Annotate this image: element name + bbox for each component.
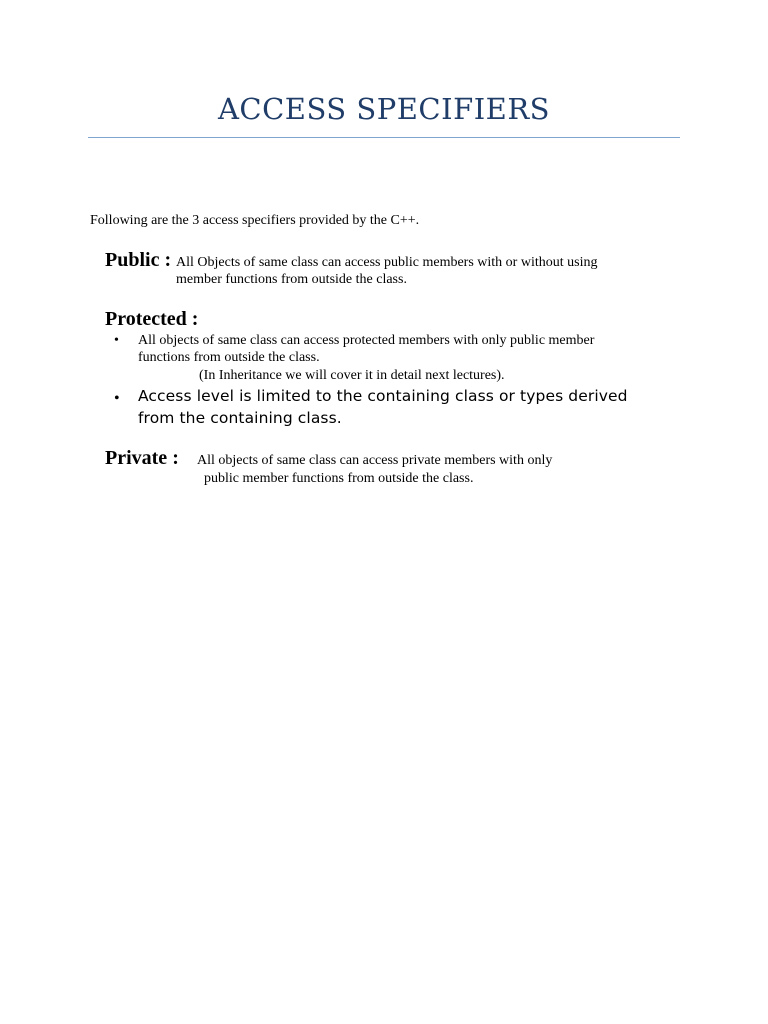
private-description-line-2: public member functions from outside the class. [204, 471, 474, 486]
private-description-line-1: All objects of same class can access private members with only [197, 453, 553, 468]
public-heading: Public : [105, 249, 172, 271]
public-description-line-2: member functions from outside the class. [176, 272, 407, 287]
protected-bullet-2-line-2: from the containing class. [138, 409, 342, 427]
public-description-line-1: All Objects of same class can access public members with or without using [176, 255, 598, 270]
bullet-icon: • [114, 333, 119, 348]
protected-heading: Protected : [105, 308, 199, 330]
protected-bullet-1-line-3: (In Inheritance we will cover it in detail next lectures). [199, 368, 505, 383]
bullet-icon: • [114, 390, 120, 407]
document-title: ACCESS SPECIFIERS [217, 92, 551, 126]
protected-bullet-1-line-1: All objects of same class can access protected members with only public member [138, 333, 595, 348]
protected-bullet-2-line-1: Access level is limited to the containing class or types derived [138, 387, 628, 405]
title-divider [88, 137, 680, 138]
intro-text: Following are the 3 access specifiers provided by the C++. [90, 213, 420, 228]
protected-bullet-1-line-2: functions from outside the class. [138, 350, 320, 365]
private-heading: Private : [105, 447, 179, 469]
